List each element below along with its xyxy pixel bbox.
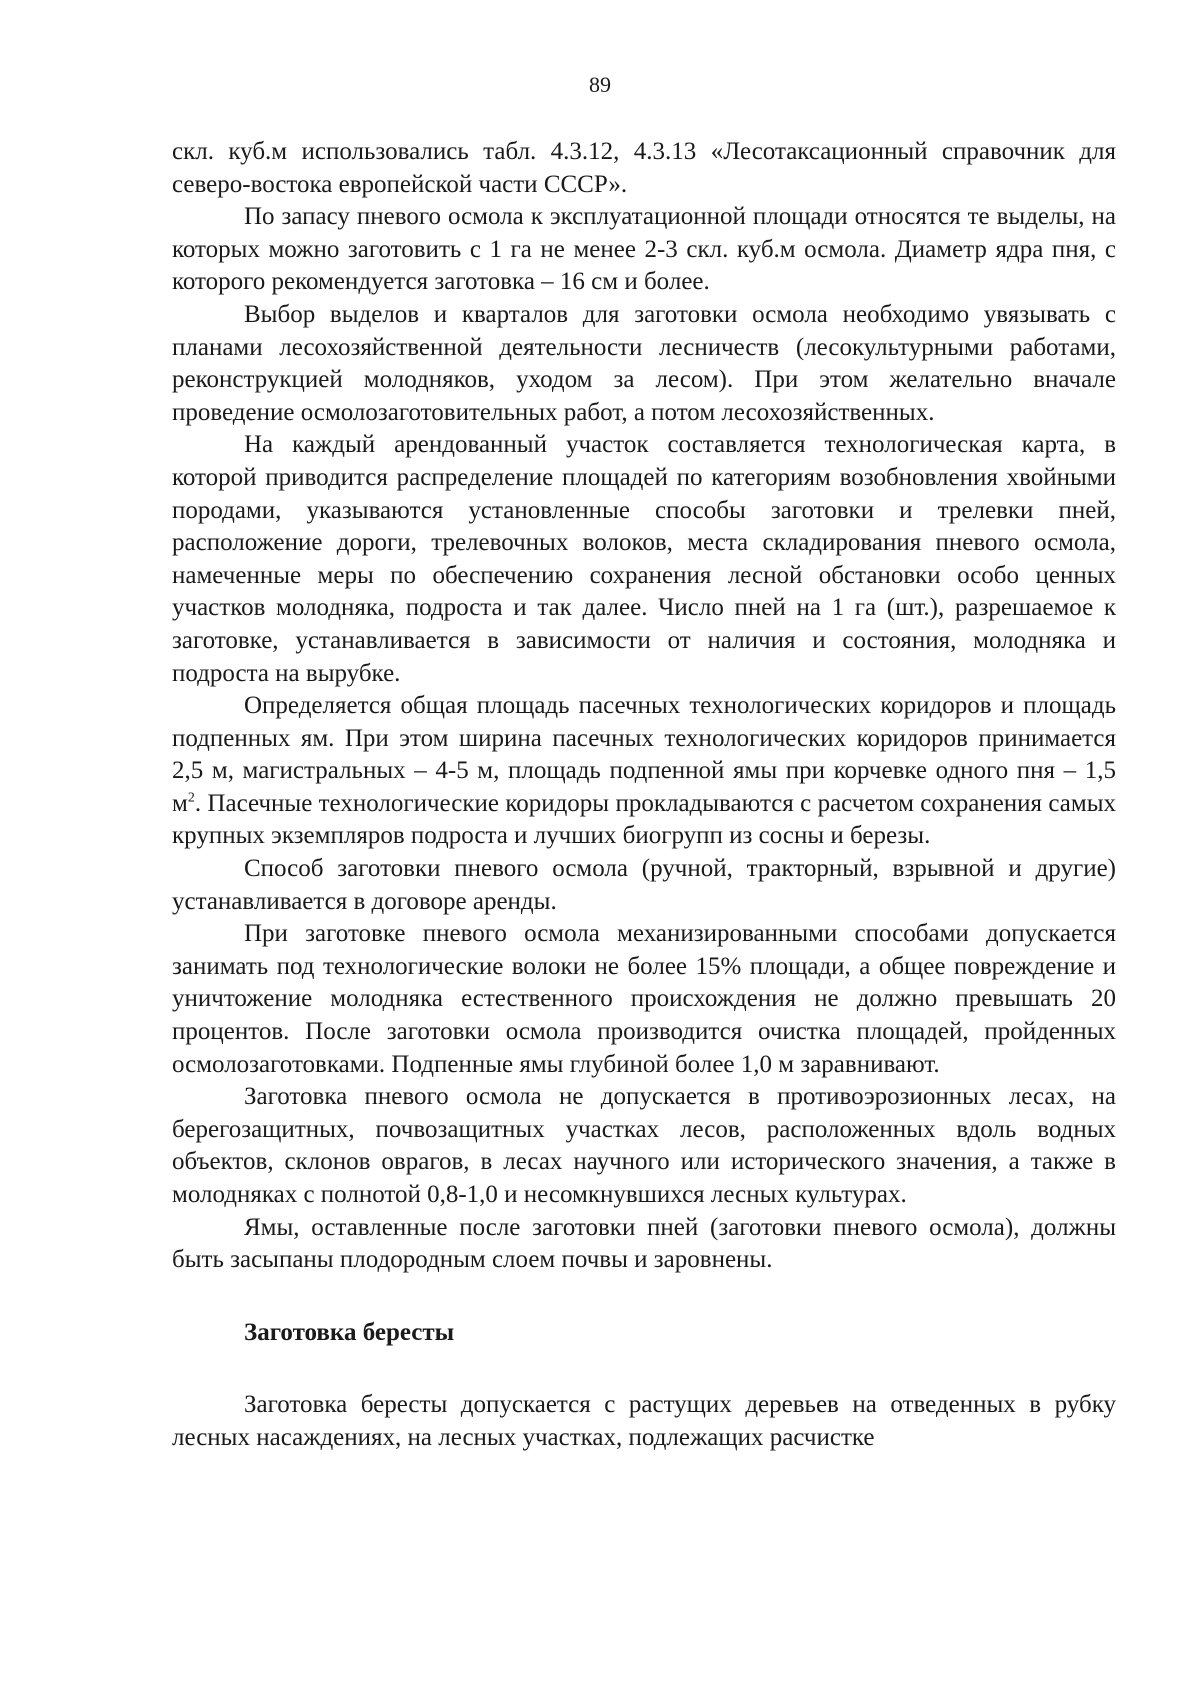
- paragraph: [172, 690, 1116, 853]
- paragraph: скл. куб.м использовались табл. 4.3.12, 4.3.13 «Лесотаксационный справочник для северо-востока европейской части СССР».: [172, 138, 1116, 198]
- paragraph: Способ заготовки пневого осмола (ручной, тракторный, взрывной и другие) устанавливается в договоре аренды.: [172, 855, 1116, 915]
- section-heading: Заготовка бересты: [244, 1318, 455, 1346]
- paragraph: Ямы, оставленные после заготовки пней (заготовки пневого осмола), должны быть засыпаны плодородным слоем почвы и заровнены.: [172, 1213, 1116, 1274]
- paragraph: Заготовка бересты допускается с растущих деревьев на отведенных в рубку лесных насаждениях, на лесных участках, подлежащих расчистке: [172, 1391, 1116, 1451]
- paragraph-text: Определяется общая площадь пасечных технологических коридоров и площадь подпенных ям. При этом ширина пасечных технологических коридоров принимается 2,5 м, магистральных – 4-5 м, площадь подпенной ямы при корчевке одного пня – 1,5 м: [172, 692, 1116, 817]
- paragraph-text: . Пасечные технологические коридоры прокладываются с расчетом сохранения самых крупных экземпляров подроста и лучших биогрупп из сосны и березы.: [172, 789, 1116, 850]
- paragraph: При заготовке пневого осмола механизированными способами допускается занимать под технологические волоки не более 15% площади, а общее повреждение и уничтожение молодняка естественного происхождения не должно превышать 20 процентов. После заготовки осмола производится очистка площадей, пройденных осмолозаготовками. Подпенные ямы глубиной более 1,0 м заравнивают.: [172, 920, 1116, 1078]
- paragraph: Заготовка пневого осмола не допускается в противоэрозионных лесах, на берегозащитных, почвозащитных участках лесов, расположенных вдоль водных объектов, склонов оврагов, в лесах научного или исторического значения, а также в молодняках с полнотой 0,8-1,0 и несомкнувшихся лесных культурах.: [172, 1083, 1116, 1208]
- superscript: 2: [187, 790, 195, 806]
- document-body: [172, 136, 1116, 1455]
- page-number: 89: [589, 72, 611, 97]
- paragraph: По запасу пневого осмола к эксплуатационной площади относятся те выделы, на которых можно заготовить с 1 га не менее 2-3 скл. куб.м осмола. Диаметр ядра пня, с которого рекомендуется заготовка – 16 см и более.: [172, 203, 1116, 296]
- paragraph: На каждый арендованный участок составляется технологическая карта, в которой приводится распределение площадей по категориям возобновления хвойными породами, указываются установленные способы заготовки и трелевки пней, расположение дороги, трелевочных волоков, места складирования пневого осмола, намеченные меры по обеспечению сохранения лесной обстановки особо ценных участков молодняка, подроста и так далее. Число пней на 1 га (шт.), разрешаемое к заготовке, устанавливается в зависимости от наличия и состояния, молодняка и подроста на вырубке.: [172, 431, 1116, 687]
- paragraph: Выбор выделов и кварталов для заготовки осмола необходимо увязывать с планами лесохозяйственной деятельности лесничеств (лесокультурными работами, реконструкцией молодняков, уходом за лесом). При этом желательно вначале проведение осмолозаготовительных работ, а потом лесохозяйственных.: [172, 300, 1116, 426]
